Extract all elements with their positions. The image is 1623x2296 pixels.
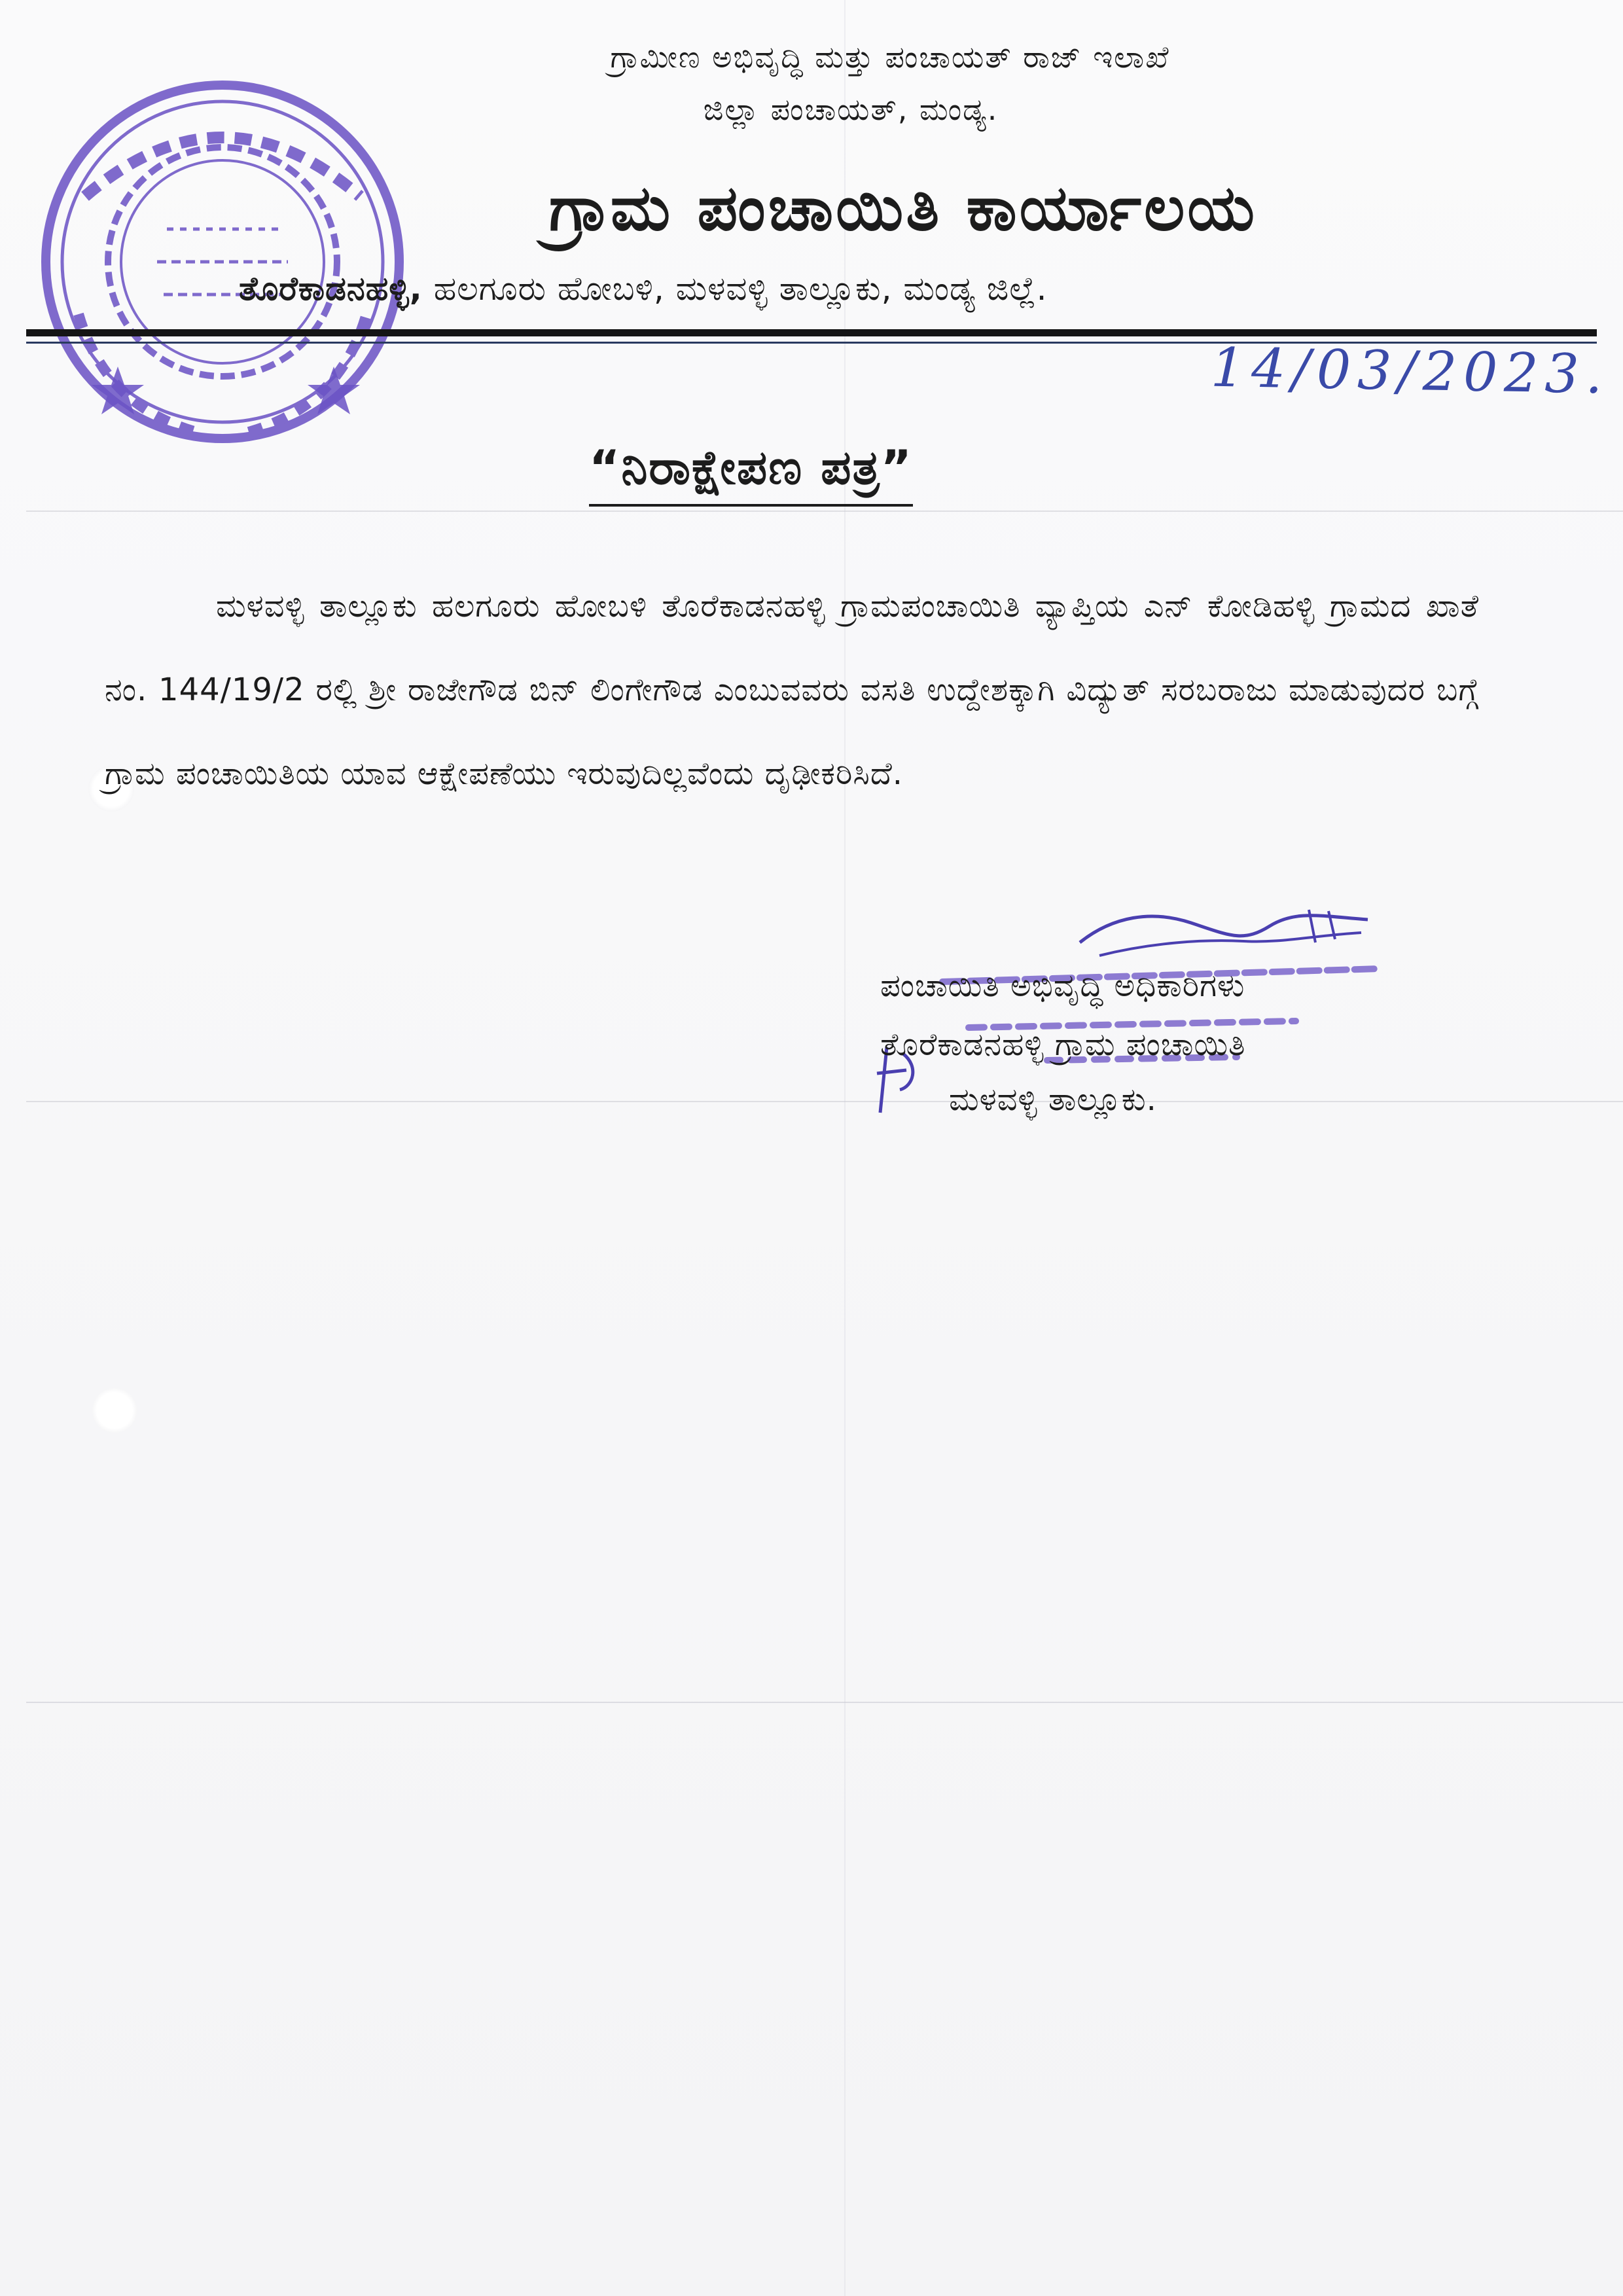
signatory-office: ತೊರೆಕಾಡನಹಳ್ಳಿ ಗ್ರಾಮ ಪಂಚಾಯಿತಿ (880, 1026, 1246, 1063)
certificate-body (105, 564, 1479, 816)
header-rule-thick (26, 329, 1597, 336)
signatory-designation: ಪಂಚಾಯಿತಿ ಅಭಿವೃದ್ಧಿ ಅಧಿಕಾರಿಗಳು (880, 967, 1245, 1004)
paper-fold-line (26, 1702, 1623, 1703)
paper-fold-line (26, 511, 1623, 512)
signatory-taluk: ಮಳವಳ್ಳಿ ತಾಲ್ಲೂಕು. (949, 1081, 1157, 1118)
document-title: “ನಿರಾಕ್ಷೇಪಣ ಪತ್ರ” (589, 440, 913, 507)
paper-fold-line-vertical (844, 0, 846, 2296)
department-name: ಗ್ರಾಮೀಣ ಅಭಿವೃದ್ಧಿ ಮತ್ತು ಪಂಚಾಯತ್ ರಾಜ್ ಇಲಾಖೆ (610, 39, 1170, 75)
paper-fold-line (26, 1101, 1623, 1102)
certificate-body-text: ಮಳವಳ್ಳಿ ತಾಲ್ಲೂಕು ಹಲಗೂರು ಹೋಬಳಿ ತೊರೆಕಾಡನಹಳ್ಳಿ ಗ್ರಾಮಪಂಚಾಯಿತಿ ವ್ಯಾಪ್ತಿಯ ಎನ್ ಕೋಡಿಹಳ್ಳಿ ಗ್ರಾಮದ ಖಾತೆ ನಂ. 144/19/2 ರಲ್ಲಿ ಶ್ರೀ ರಾಜೇಗೌಡ ಬಿನ್ ಲಿಂಗೇಗೌಡ ಎಂಬುವವರು ವಸತಿ ಉದ್ದೇಶಕ್ಕಾಗಿ ವಿದ್ಯುತ್ ಸರಬರಾಜು ಮಾಡುವುದರ ಬಗ್ಗೆ ಗ್ರಾಮ ಪಂಚಾಯಿತಿಯ ಯಾವ ಆಕ್ಷೇಪಣೆಯು ಇರುವುದಿಲ್ಲವೆಂದು ದೃಢೀಕರಿಸಿದೆ. (105, 588, 1479, 792)
district-panchayat: ಜಿಲ್ಲಾ ಪಂಚಾಯತ್, ಮಂಡ್ಯ. (703, 92, 999, 127)
office-title: ಗ್ರಾಮ ಪಂಚಾಯಿತಿ ಕಾರ್ಯಾಲಯ (548, 171, 1258, 245)
address-village: ತೊರೆಕಾಡನಹಳ್ಳಿ, (239, 270, 423, 308)
punch-hole (92, 1388, 137, 1433)
handwritten-date: 14/03/2023. (1210, 336, 1610, 406)
office-address (239, 270, 1048, 308)
address-rest: ಹಲಗೂರು ಹೋಬಳಿ, ಮಳವಳ್ಳಿ ತಾಲ್ಲೂಕು, ಮಂಡ್ಯ ಜಿಲ್ಲೆ. (422, 270, 1048, 308)
